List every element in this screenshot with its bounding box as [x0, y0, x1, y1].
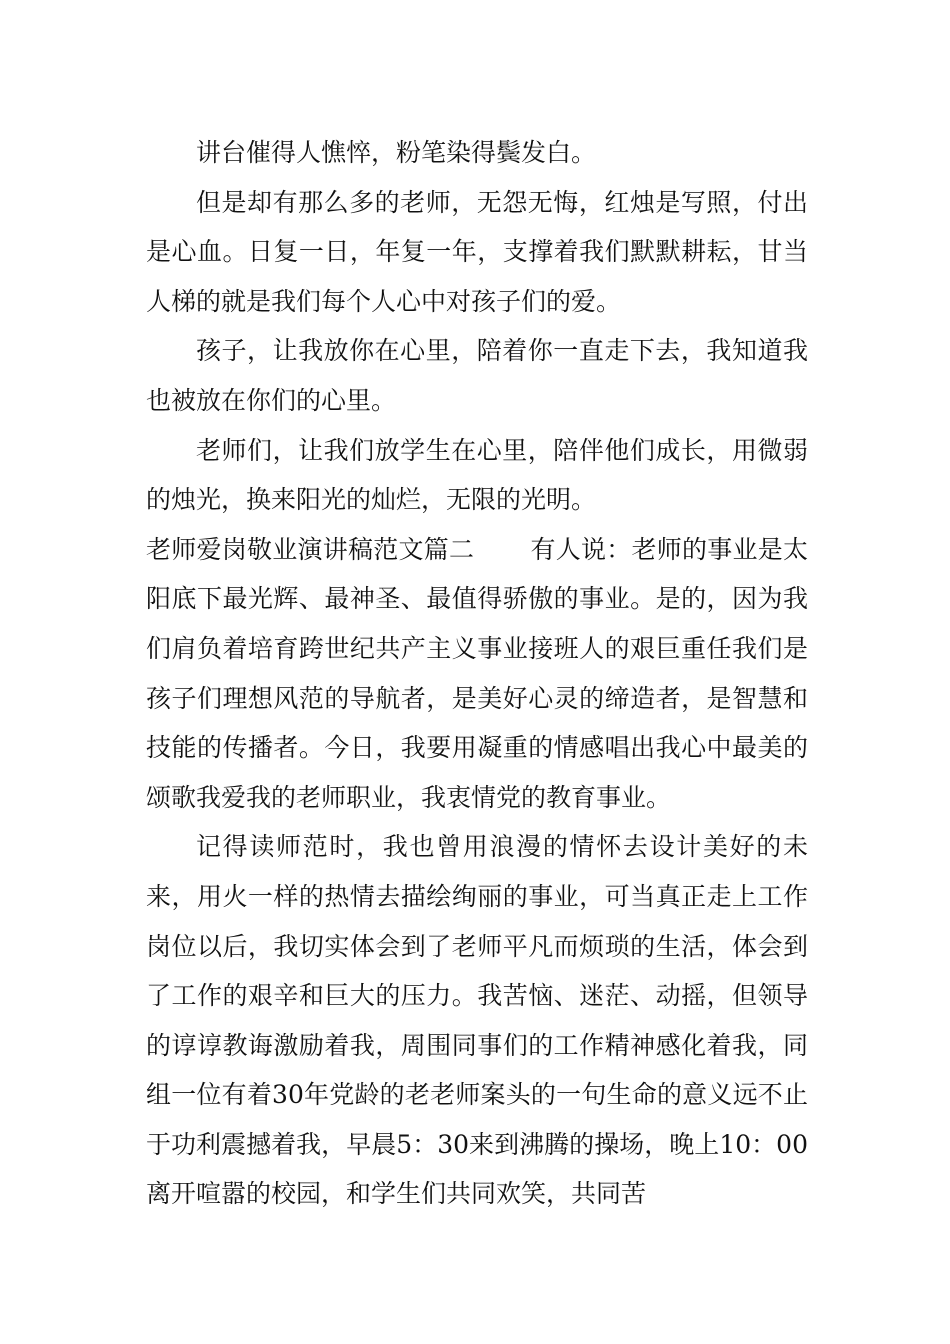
paragraph-4: 老师们，让我们放学生在心里，陪伴他们成长，用微弱的烛光，换来阳光的灿烂，无限的光明。 — [146, 435, 808, 515]
paragraph-3: 孩子，让我放你在心里，陪着你一直走下去，我知道我也被放在你们的心里。 — [146, 336, 808, 415]
paragraph-1: 讲台催得人憔悴，粉笔染得鬓发白。 — [196, 138, 597, 167]
paragraph-2: 但是却有那么多的老师，无怨无悔，红烛是写照，付出是心血。日复一日，年复一年，支撑着我们默默耕耘，甘当人梯的就是我们每个人心中对孩子们的爱。 — [146, 187, 808, 316]
section-text: 有人说：老师的事业是太阳底下最光辉、最神圣、最值得骄傲的事业。是的，因为我们肩负着培育跨世纪共产主义事业接班人的艰巨重任我们是孩子们理想风范的导航者，是美好心灵的缔造者，是智慧和技能的传播者。今日，我要用凝重的情感唱出我心中最美的颂歌我爱我的老师职业，我衷情党的教育事业。 — [146, 534, 808, 812]
paragraph-closing: 记得读师范时，我也曾用浪漫的情怀去设计美好的未来，用火一样的热情去描绘绚丽的事业，可当真正走上工作岗位以后，我切实体会到了老师平凡而烦琐的生活，体会到了工作的艰辛和巨大的压力。我苦恼、迷茫、动摇，但领导的谆谆教诲激励着我，周围同事们的工作精神感化着我，同组一位有着30年党龄的老老师案头的一句生命的意义远不止于功利震撼着我，早晨5：30来到沸腾的操场，晚上10：00离开喧嚣的校园，和学生们共同欢笑，共同苦 — [146, 832, 808, 1209]
document-body — [146, 128, 808, 1219]
section-heading: 老师爱岗敬业演讲稿范文篇二 — [146, 534, 475, 564]
section-paragraph — [146, 525, 808, 823]
